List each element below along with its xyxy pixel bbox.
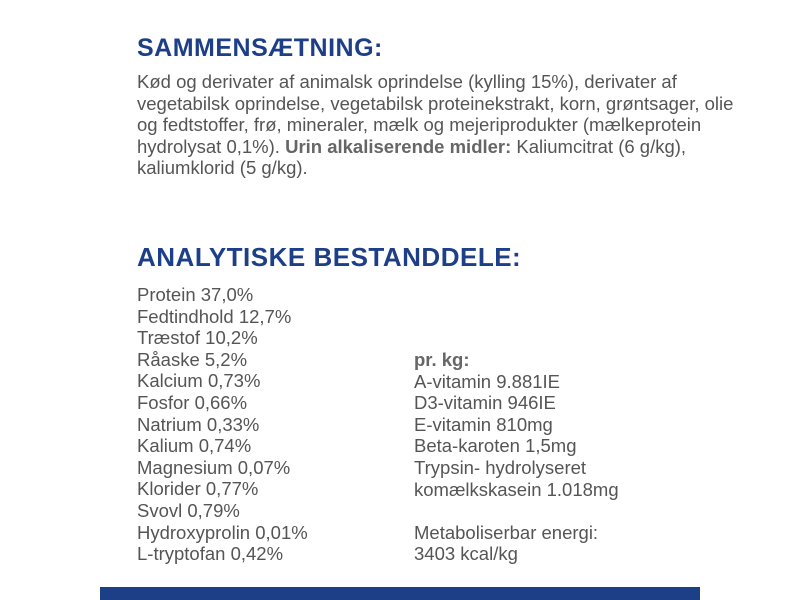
additive-beta-carotene: Beta-karoten 1,5mg <box>414 435 577 457</box>
constituent-fat: Fedtindhold 12,7% <box>137 305 292 327</box>
additive-vitamin-e: E-vitamin 810mg <box>414 413 553 435</box>
composition-heading: SAMMENSÆTNING: <box>137 34 383 62</box>
spacer-line <box>414 500 619 522</box>
composition-paragraph <box>137 71 737 179</box>
constituent-phosphorus: Fosfor 0,66% <box>137 391 248 413</box>
per-kg-header: pr. kg: <box>414 349 470 370</box>
constituent-hydroxyproline: Hydroxyprolin 0,01% <box>137 521 308 543</box>
constituent-sodium: Natrium 0,33% <box>137 413 260 435</box>
additive-casein-line-2: komælkskasein 1.018mg <box>414 478 619 500</box>
constituent-magnesium: Magnesium 0,07% <box>137 456 291 478</box>
constituent-potassium: Kalium 0,74% <box>137 435 252 457</box>
additive-casein-line-1: Trypsin- hydrolyseret <box>414 456 587 478</box>
analytical-constituents-list <box>137 284 308 565</box>
constituent-chloride: Klorider 0,77% <box>137 478 259 500</box>
per-kg-additives-list <box>414 349 619 565</box>
constituent-sulphur: Svovl 0,79% <box>137 499 240 521</box>
energy-value: 3403 kcal/kg <box>414 543 518 565</box>
additive-label: Urin alkaliserende midler: <box>285 135 512 157</box>
constituent-tryptophan: L-tryptofan 0,42% <box>137 543 284 565</box>
additive-vitamin-a: A-vitamin 9.881IE <box>414 370 561 392</box>
constituent-fibre: Træstof 10,2% <box>137 327 258 349</box>
constituent-protein: Protein 37,0% <box>137 284 254 305</box>
additive-vitamin-d3: D3-vitamin 946IE <box>414 392 556 414</box>
composition-text: Kød og derivater af animalsk oprindelse (kylling 15%), derivater af vegetabilsk oprindelse, vegetabilsk proteinekstrakt, korn, grøntsager, olie og fedtstoffer, frø, mineraler, mælk og mejeriprodukter (mælkeprotein hydrolysat 0,1%). <box>137 71 734 157</box>
constituent-ash: Råaske 5,2% <box>137 348 248 370</box>
additive-text: Kaliumcitrat (6 g/kg), kaliumklorid (5 g/kg). <box>137 135 687 178</box>
constituent-calcium: Kalcium 0,73% <box>137 370 261 392</box>
analytical-heading: ANALYTISKE BESTANDDELE: <box>137 242 522 272</box>
footer-bar <box>100 587 700 600</box>
energy-label: Metaboliserbar energi: <box>414 521 599 543</box>
